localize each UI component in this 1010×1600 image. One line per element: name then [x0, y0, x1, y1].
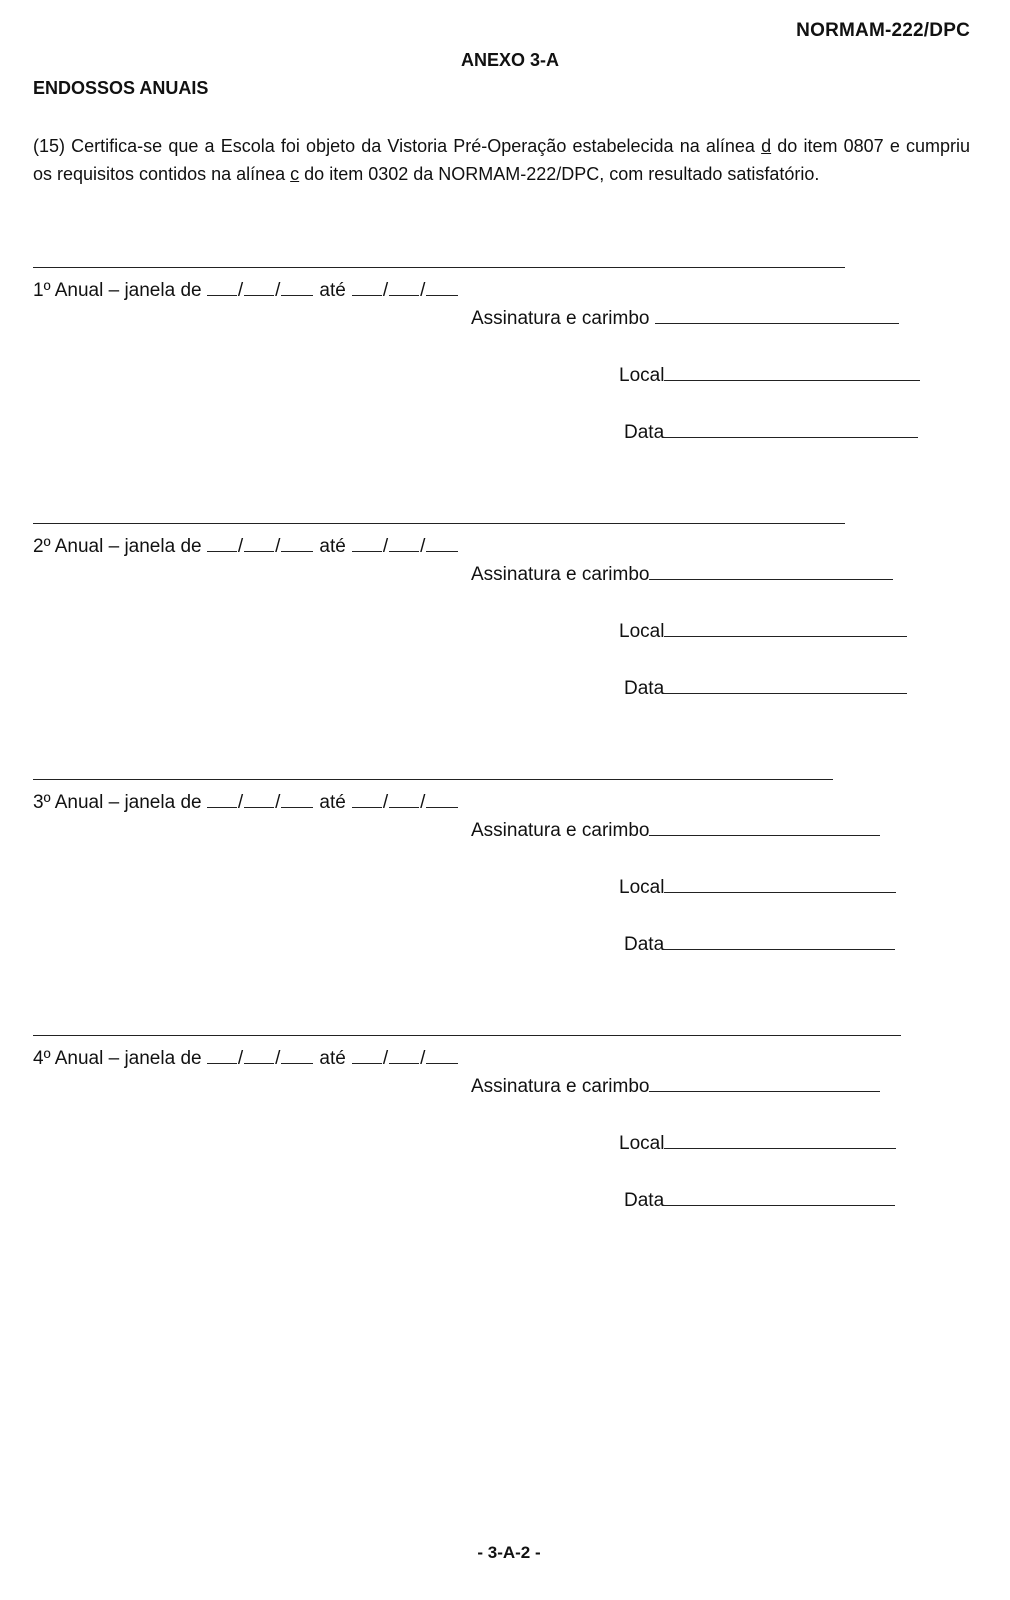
separator-line: [33, 523, 845, 524]
until-word: até: [319, 280, 346, 301]
endorsement-block-4: [0, 1035, 1010, 1275]
date-label: Data: [624, 678, 665, 699]
date-row: [624, 1187, 895, 1212]
local-label: Local: [619, 877, 665, 898]
end-year-blank[interactable]: [426, 791, 458, 808]
start-year-blank[interactable]: [281, 1047, 313, 1064]
endorsement-ordinal: 1º Anual – janela de: [33, 280, 207, 301]
start-month-blank[interactable]: [244, 791, 274, 808]
end-day-blank[interactable]: [352, 1047, 382, 1064]
date-label: Data: [624, 422, 665, 443]
start-month-blank[interactable]: [244, 1047, 274, 1064]
signature-field[interactable]: [649, 561, 893, 580]
statement-text-part1: (15) Certifica-se que a Escola foi objeto da Vistoria Pré-Operação estabelecida na alínea: [33, 136, 762, 156]
end-month-blank[interactable]: [389, 791, 419, 808]
signature-field[interactable]: [649, 1073, 880, 1092]
date-field[interactable]: [664, 675, 907, 694]
date-row: [624, 675, 907, 700]
endorsement-block-3: [0, 779, 1010, 1019]
local-field[interactable]: [664, 362, 920, 381]
date-label: Data: [624, 1190, 665, 1211]
endorsement-ordinal: 4º Anual – janela de: [33, 1048, 207, 1069]
end-day-blank[interactable]: [352, 279, 382, 296]
endorsement-ordinal: 3º Anual – janela de: [33, 792, 207, 813]
local-field[interactable]: [664, 874, 896, 893]
endorsement-ordinal: 2º Anual – janela de: [33, 536, 207, 557]
date-label: Data: [624, 934, 665, 955]
start-day-blank[interactable]: [207, 791, 237, 808]
signature-row: [471, 305, 899, 330]
local-label: Local: [619, 621, 665, 642]
start-year-blank[interactable]: [281, 791, 313, 808]
end-month-blank[interactable]: [389, 535, 419, 552]
separator-line: [33, 1035, 901, 1036]
signature-label: Assinatura e carimbo: [471, 1076, 650, 1097]
statement-text-part3: do item 0302 da NORMAM-222/DPC, com resultado satisfatório.: [299, 164, 820, 184]
local-row: [619, 874, 896, 899]
start-year-blank[interactable]: [281, 279, 313, 296]
end-year-blank[interactable]: [426, 1047, 458, 1064]
local-row: [619, 362, 920, 387]
local-label: Local: [619, 365, 665, 386]
certification-statement: [33, 132, 970, 188]
end-month-blank[interactable]: [389, 279, 419, 296]
local-row: [619, 1130, 896, 1155]
end-year-blank[interactable]: [426, 535, 458, 552]
separator-line: [33, 267, 845, 268]
date-field[interactable]: [664, 931, 895, 950]
end-month-blank[interactable]: [389, 1047, 419, 1064]
statement-letter-d: d: [761, 136, 772, 156]
start-day-blank[interactable]: [207, 535, 237, 552]
until-word: até: [319, 792, 346, 813]
endorsement-block-2: [0, 523, 1010, 763]
signature-field[interactable]: [655, 305, 899, 324]
separator-line: [33, 779, 833, 780]
date-field[interactable]: [664, 1187, 895, 1206]
endorsement-block-1: [0, 267, 1010, 507]
start-month-blank[interactable]: [244, 279, 274, 296]
local-field[interactable]: [664, 1130, 896, 1149]
local-field[interactable]: [664, 618, 907, 637]
signature-label: Assinatura e carimbo: [471, 820, 650, 841]
endorsement-window: 2º Anual – janela de / / até / /: [33, 535, 458, 558]
local-row: [619, 618, 907, 643]
end-year-blank[interactable]: [426, 279, 458, 296]
local-label: Local: [619, 1133, 665, 1154]
signature-row: [471, 561, 893, 586]
signature-row: [471, 817, 880, 842]
end-day-blank[interactable]: [352, 791, 382, 808]
start-month-blank[interactable]: [244, 535, 274, 552]
date-row: [624, 419, 918, 444]
page-number: - 3-A-2 -: [477, 1543, 541, 1562]
until-word: até: [319, 536, 346, 557]
endorsement-window: 3º Anual – janela de / / até / /: [33, 791, 458, 814]
until-word: até: [319, 1048, 346, 1069]
signature-field[interactable]: [649, 817, 880, 836]
date-field[interactable]: [664, 419, 918, 438]
start-year-blank[interactable]: [281, 535, 313, 552]
annex-title: ANEXO 3-A: [460, 50, 559, 70]
document-code: NORMAM-222/DPC: [796, 20, 970, 41]
start-day-blank[interactable]: [207, 279, 237, 296]
endorsement-window: 4º Anual – janela de / / até / /: [33, 1047, 458, 1070]
signature-label: Assinatura e carimbo: [471, 308, 655, 329]
end-day-blank[interactable]: [352, 535, 382, 552]
date-row: [624, 931, 895, 956]
signature-label: Assinatura e carimbo: [471, 564, 650, 585]
statement-text-part2: do item 0807 e cumpriu os requisitos contidos na alínea: [33, 136, 971, 184]
statement-letter-c: c: [290, 164, 300, 184]
signature-row: [471, 1073, 880, 1098]
endorsement-window: 1º Anual – janela de / / até / /: [33, 279, 458, 302]
section-title: ENDOSSOS ANUAIS: [33, 78, 209, 98]
start-day-blank[interactable]: [207, 1047, 237, 1064]
